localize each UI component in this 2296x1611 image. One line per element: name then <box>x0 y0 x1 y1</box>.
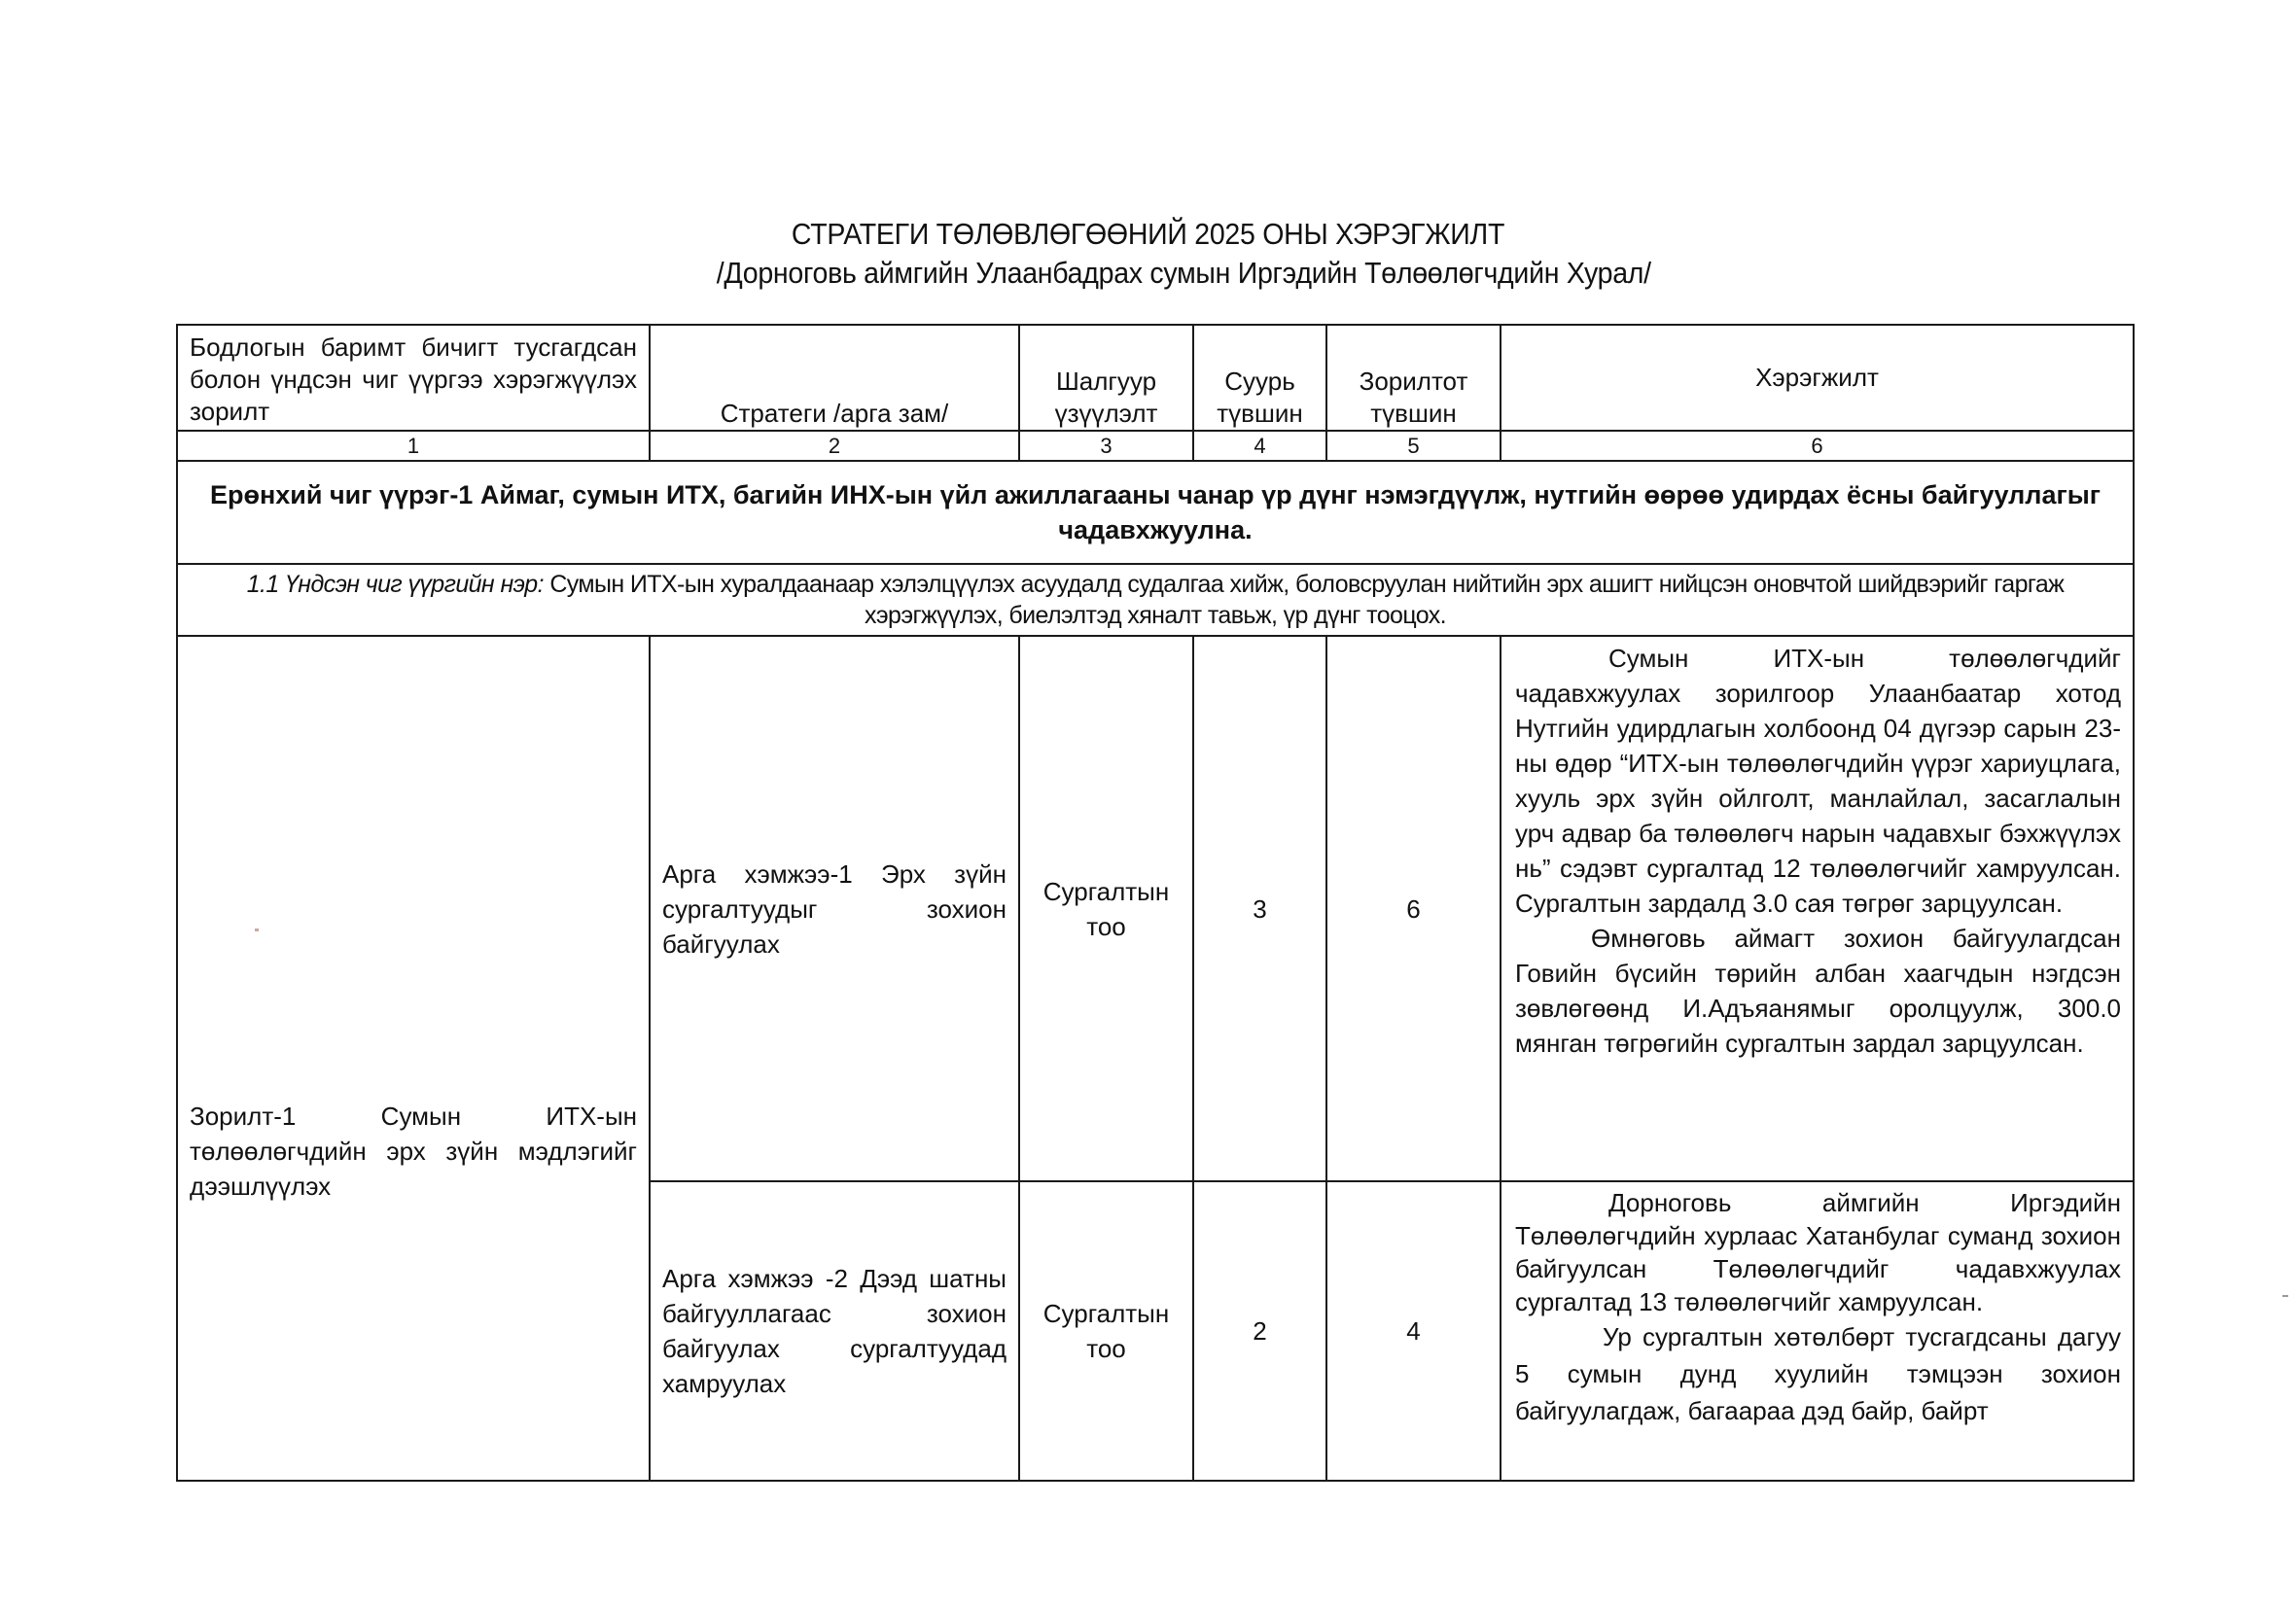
header-row <box>177 325 2134 431</box>
header-indicator: Шалгуур үзүүлэлт <box>1019 325 1193 431</box>
implementation-paragraph: Ур сургалтын хөтөлбөрт тусгагдсаны дагуу 5 сумын дунд хуулийн тэмцээн зохион байгуулагдаж, багаараа дэд байр, байрт <box>1515 1322 2121 1425</box>
baseline-cell: 3 <box>1193 636 1326 1181</box>
main-function-label: 1.1 Үндсэн чиг үүргийн нэр: <box>246 571 544 598</box>
header-objective: Бодлогын баримт бичигт тусгагдсан болон үндсэн чиг үүргээ хэрэгжүүлэх зорилт <box>177 325 650 431</box>
column-number: 6 <box>1501 431 2134 461</box>
general-function-row <box>177 461 2134 564</box>
header-strategy <box>650 325 1019 431</box>
header-target: Зорилтот түвшин <box>1326 325 1501 431</box>
header-baseline: Суурь түвшин <box>1193 325 1326 431</box>
page-subtitle: /Дорноговь аймгийн Улаанбадрах сумын Иргэдийн Төлөөлөгчдийн Хурал/ <box>716 256 1651 290</box>
target-cell: 4 <box>1326 1181 1501 1481</box>
column-number: 3 <box>1019 431 1193 461</box>
general-function-text: Ерөнхий чиг үүрэг-1 Аймаг, сумын ИТХ, багийн ИНХ-ын үйл ажиллагааны чанар үр дүнг нэмэгдүүлж, нутгийн өөрөө удирдах ёсны байгууллагыг чадавхжуулна. <box>177 461 2134 564</box>
strategy-cell: Арга хэмжээ -2 Дээд шатны байгууллагаас зохион байгуулах сургалтуудад хамруулах <box>650 1181 1019 1481</box>
strategy-cell: Арга хэмжээ-1 Эрх зүйн сургалтуудыг зохион байгуулах <box>650 636 1019 1181</box>
objective-cell: Зорилт-1 Сумын ИТХ-ын төлөөлөгчдийн эрх зүйн мэдлэгийг дээшлүүлэх <box>177 636 650 1481</box>
scan-speck <box>255 928 259 931</box>
header-strategy-label: Стратеги /арга зам/ <box>720 399 949 428</box>
implementation-paragraph: Өмнөговь аймагт зохион байгуулагдсан Говийн бүсийн төрийн албан хаагчдын нэгдсэн зөвлөгөөнд И.Адъяанямыг оролцуулж, 300.0 мянган төгрөгийн сургалтын зардал зарцуулсан. <box>1515 924 2121 1058</box>
scan-speck <box>2282 1295 2288 1297</box>
indicator-cell: Сургалтын тоо <box>1019 1181 1193 1481</box>
column-number: 1 <box>177 431 650 461</box>
column-number-row <box>177 431 2134 461</box>
indicator-cell: Сургалтын тоо <box>1019 636 1193 1181</box>
strategy-plan-table <box>176 324 2135 1482</box>
column-number: 4 <box>1193 431 1326 461</box>
baseline-cell: 2 <box>1193 1181 1326 1481</box>
implementation-cell <box>1501 636 2134 1181</box>
implementation-cell <box>1501 1181 2134 1481</box>
implementation-paragraph: Дорноговь аймгийн Иргэдийн Төлөөлөгчдийн хурлаас Хатанбулаг суманд зохион байгуулсан Төлөөлөгчдийг чадавхжуулах сургалтад 13 төлөөлөгчийг хамруулсан. <box>1515 1188 2121 1316</box>
table-row <box>177 636 2134 1181</box>
column-number: 5 <box>1326 431 1501 461</box>
main-function-row <box>177 564 2134 636</box>
column-number: 2 <box>650 431 1019 461</box>
implementation-paragraph: Сумын ИТХ-ын төлөөлөгчдийг чадавхжуулах зорилгоор Улаанбаатар хотод Нутгийн удирдлагын холбоонд 04 дүгээр сарын 23-ны өдөр “ИТХ-ын төлөөлөгчдийн үүрэг хариуцлага, хууль эрх зүйн ойлголт, манлайлал, засаглалын урч адвар ба төлөөлөгч нарын чадавхыг бэхжүүлэх нь” сэдэвт сургалтад 12 төлөөлөгчийг хамруулсан. Сургалтын зардалд 3.0 сая төгрөг зарцуулсан. <box>1515 644 2121 918</box>
header-implementation: Хэрэгжилт <box>1501 325 2134 431</box>
page-title: СТРАТЕГИ ТӨЛӨВЛӨГӨӨНИЙ 2025 ОНЫ ХЭРЭГЖИЛТ <box>791 217 1505 251</box>
main-function-cell <box>177 564 2134 636</box>
main-function-text: Сумын ИТХ-ын хуралдаанаар хэлэлцүүлэх асуудалд судалгаа хийж, боловсруулан нийтийн эрх ашигт нийцсэн оновчтой шийдвэрийг гаргаж хэрэгжүүлэх, биелэлтэд хяналт тавьж, үр дүнг тооцох. <box>549 571 2065 629</box>
target-cell: 6 <box>1326 636 1501 1181</box>
